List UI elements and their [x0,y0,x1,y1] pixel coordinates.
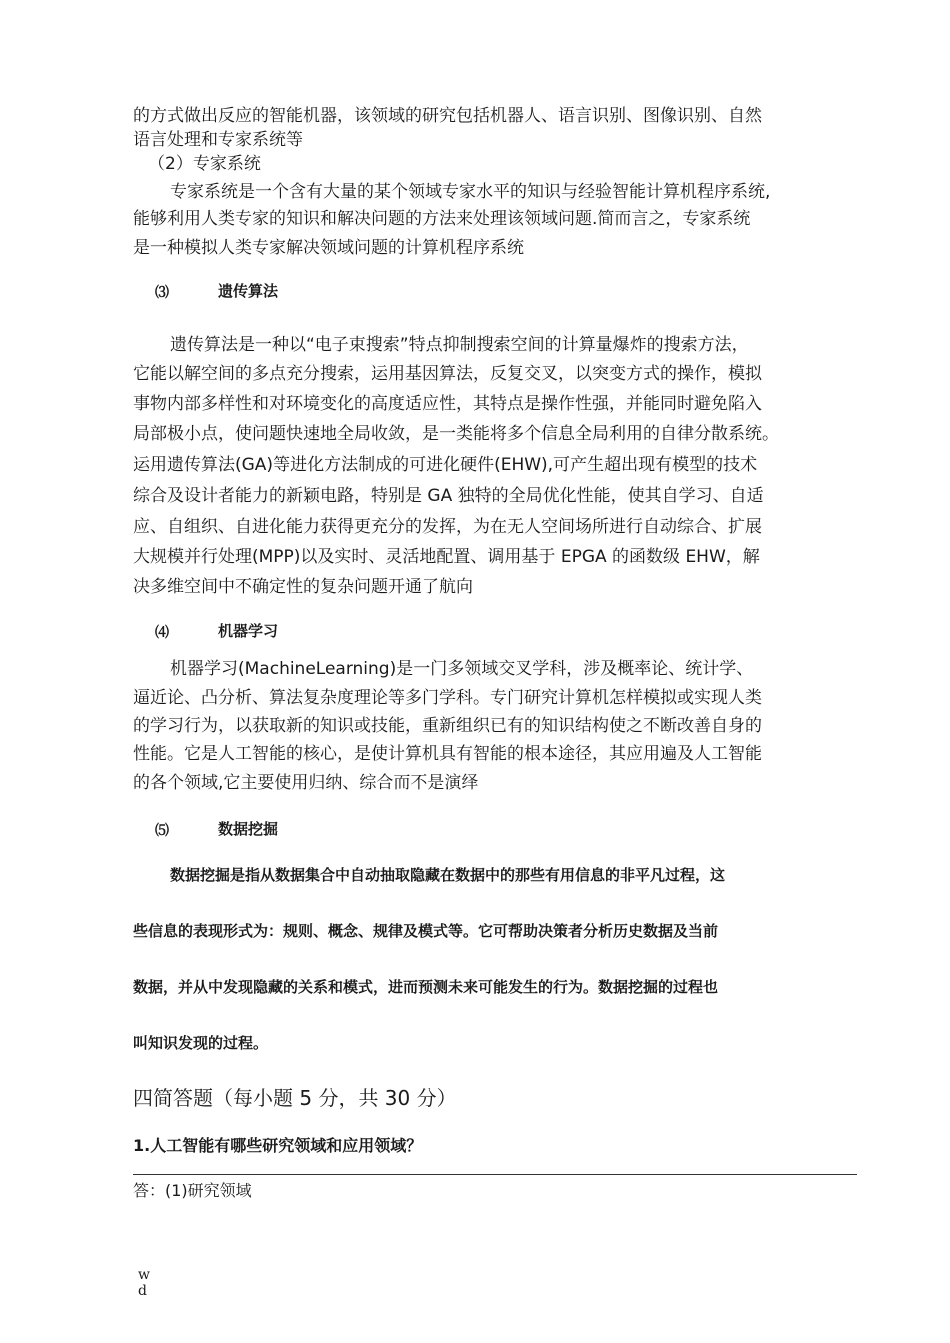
section-2-heading: （2）专家系统 [148,154,261,174]
s2-line-2: 能够利用人类专家的知识和解决问题的方法来处理该领域问题.简而言之，专家系统 [133,209,751,229]
section-3-title: 遗传算法 [218,282,279,300]
s3-line-1: 遗传算法是一种以“电子束搜索”特点抑制搜索空间的计算量爆炸的搜索方法， [170,335,749,355]
s4-line-5: 的各个领域,它主要使用归纳、综合而不是演绎 [133,773,479,793]
answer-line: 答：(1)研究领域 [133,1181,252,1200]
s2-line-1: 专家系统是一个含有大量的某个领域专家水平的知识与经验智能计算机程序系统, [170,182,771,202]
s3-line-4: 局部极小点，使问题快速地全局收敛，是一类能将多个信息全局利用的自律分散系统。 [133,424,779,444]
intro-line-2: 语言处理和专家系统等 [133,130,303,150]
s4-line-2: 逼近论、凸分析、算法复杂度理论等多门学科。专门研究计算机怎样模拟或实现人类 [133,688,762,708]
s3-line-5: 运用遗传算法(GA)等进化方法制成的可进化硬件(EHW),可产生超出现有模型的技术 [133,455,758,475]
s5-line-2: 些信息的表现形式为：规则、概念、规律及模式等。它可帮助决策者分析历史数据及当前 [133,922,719,940]
section-5-title: 数据挖掘 [218,820,279,838]
s3-line-9: 决多维空间中不确定性的复杂问题开通了航向 [133,577,473,597]
section-4-title: 机器学习 [218,622,279,640]
footer-mark-1: w [138,1267,150,1283]
footer-mark-2: d [138,1283,147,1299]
s2-line-3: 是一种模拟人类专家解决领域问题的计算机程序系统 [133,238,524,258]
s5-line-4: 叫知识发现的过程。 [133,1034,269,1052]
s5-line-3: 数据，并从中发现隐藏的关系和模式，进而预测未来可能发生的行为。数据挖掘的过程也 [133,978,719,996]
section-5-number: ⑸ [155,823,169,839]
s3-line-2: 它能以解空间的多点充分搜索，运用基因算法，反复交叉，以突变方式的操作，模拟 [133,364,762,384]
s3-line-6: 综合及设计者能力的新颖电路，特别是 GA 独特的全局优化性能，使其自学习、自适 [133,486,764,506]
s3-line-7: 应、自组织、自进化能力获得更充分的发挥，为在无人空间场所进行自动综合、扩展 [133,517,762,537]
s3-line-8: 大规模并行处理(MPP)以及实时、灵活地配置、调用基于 EPGA 的函数级 EHW，解 [133,547,760,567]
section-four-heading: 四简答题（每小题 5 分，共 30 分） [133,1086,457,1110]
s4-line-3: 的学习行为，以获取新的知识或技能，重新组织已有的知识结构使之不断改善自身的 [133,716,762,736]
question-1: 1.人工智能有哪些研究领域和应用领域？ [133,1136,423,1155]
s4-line-1: 机器学习(MachineLearning)是一门多领域交叉学科，涉及概率论、统计学、 [170,659,754,679]
intro-line-1: 的方式做出反应的智能机器，该领域的研究包括机器人、语言识别、图像识别、自然 [133,106,762,126]
horizontal-rule [133,1174,857,1175]
s4-line-4: 性能。它是人工智能的核心，是使计算机具有智能的根本途径，其应用遍及人工智能 [133,744,762,764]
section-3-number: ⑶ [155,285,169,301]
s5-line-1: 数据挖掘是指从数据集合中自动抽取隐藏在数据中的那些有用信息的非平凡过程，这 [170,866,726,884]
section-4-number: ⑷ [155,625,169,641]
s3-line-3: 事物内部多样性和对环境变化的高度适应性，其特点是操作性强，并能同时避免陷入 [133,394,762,414]
